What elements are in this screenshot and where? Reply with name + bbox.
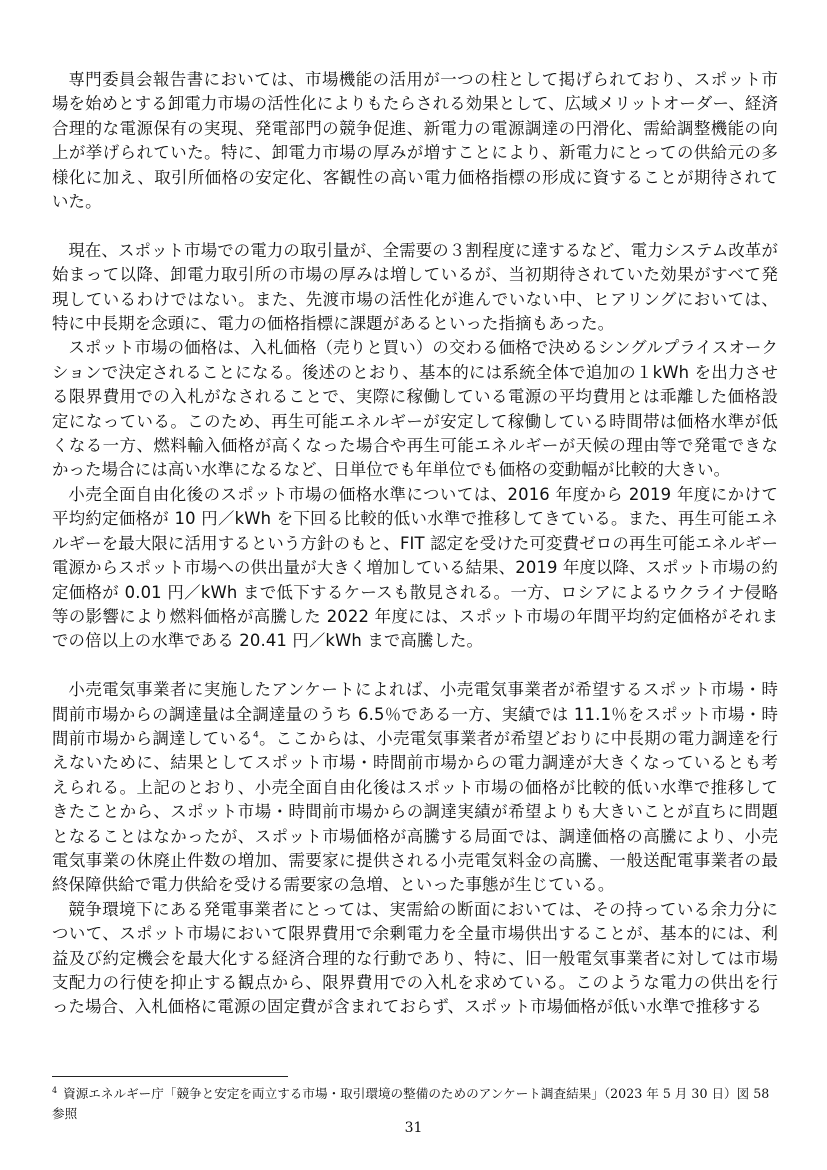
paragraph-gap <box>52 654 778 678</box>
footnote <box>52 1081 778 1124</box>
paragraph-gap <box>52 214 778 238</box>
paragraph-price-level: 小売全面自由化後のスポット市場の価格水準については、2016 年度から 2019 年度にかけて平均約定価格が 10 円／kWh を下回る比較的低い水準で推移してきている。また、再生可能エネルギーを最大限に活用するという方針のもと、FIT 認定を受けた可変費ゼロの再生可能エネルギー電源からスポット市場への供出量が大きく増加している結果、2019 年度以降、スポット市場の約定価格が 0.01 円／kWh まで低下するケースも散見される。一方、ロシアによるウクライナ侵略等の影響により燃料価格が高騰した 2022 年度には、スポット市場の年間平均約定価格がそれまでの倍以上の水準である 20.41 円／kWh まで高騰した。 <box>52 484 778 651</box>
paragraph-retailer-survey-part1: 小売電気事業者に実施したアンケートによれば、小売電気事業者が希望するスポット市場・時間前市場からの調達量は全調達量のうち 6.5％である一方、実績では 11.1％をスポット市場・時間前市場から調達している <box>52 680 778 748</box>
paragraph-current-status: 現在、スポット市場での電力の取引量が、全需要の３割程度に達するなど、電力システム改革が始まって以降、卸電力取引所の市場の厚みは増しているが、当初期待されていた効果がすべて発現しているわけではない。また、先渡市場の活性化が進んでいない中、ヒアリングにおいては、特に中長期を念頭に、電力の価格指標に課題があるといった指摘もあった。 <box>52 240 778 334</box>
main-text <box>52 68 778 1020</box>
footnote-divider <box>52 1076 288 1077</box>
paragraph-retailer-survey-part2: 。ここからは、小売電気事業者が希望どおりに中長期の電力調達を行えないために、結果としてスポット市場・時間前市場からの電力調達が大きくなっているとも考えられる。上記のとおり、小売全面自由化後はスポット市場の価格が比較的低い水準で推移してきたことから、スポット市場・時間前市場からの調達実績が希望よりも大きいことが直ちに問題となることはなかったが、スポット市場価格が高騰する局面では、調達価格の高騰により、小売電気事業の休廃止件数の増加、需要家に提供される小売電気料金の高騰、一般送配電事業者の最終保障供給で電力供給を受ける需要家の急増、といった事態が生じている。 <box>52 728 778 895</box>
paragraph-committee-report: 専門委員会報告書においては、市場機能の活用が一つの柱として掲げられており、スポット市場を始めとする卸電力市場の活性化によりもたらされる効果として、広域メリットオーダー、経済合理的な電源保有の実現、発電部門の競争促進、新電力の電源調達の円滑化、需給調整機能の向上が挙げられていた。特に、卸電力市場の厚みが増すことにより、新電力にとっての供給元の多様化に加え、取引所価格の安定化、客観性の高い電力価格指標の形成に資することが期待されていた。 <box>52 70 778 212</box>
footnote-text: 資源エネルギー庁「競争と安定を両立する市場・取引環境の整備のためのアンケート調査結果」（2023 年 5 月 30 日）図 58 参照 <box>52 1086 770 1122</box>
paragraph-retailer-survey <box>52 678 778 898</box>
page-number: 31 <box>404 1120 423 1136</box>
footnote-marker: 4 <box>52 1086 58 1095</box>
footnote-reference: 4 <box>252 730 259 741</box>
paragraph-generators: 競争環境下にある発電事業者にとっては、実需給の断面においては、その持っている余力分について、スポット市場において限界費用で余剰電力を全量市場供出することが、基本的には、利益及び約定機会を最大化する経済合理的な行動であり、特に、旧一般電気事業者に対しては市場支配力の行使を抑止する観点から、限界費用での入札を求めている。このような電力の供出を行った場合、入札価格に電源の固定費が含まれておらず、スポット市場価格が低い水準で推移する <box>52 899 778 1017</box>
paragraph-spot-price-mechanism: スポット市場の価格は、入札価格（売りと買い）の交わる価格で決めるシングルプライスオークションで決定されることになる。後述のとおり、基本的には系統全体で追加の１kWh を出力させる限界費用での入札がなされることで、実際に稼働している電源の平均費用とは乖離した価格設定になっている。このため、再生可能エネルギーが安定して稼働している時間帯は価格水準が低くなる一方、燃料輸入価格が高くなった場合や再生可能エネルギーが天候の理由等で発電できなかった場合には高い水準になるなど、日単位でも年単位でも価格の変動幅が比較的大きい。 <box>52 338 778 480</box>
